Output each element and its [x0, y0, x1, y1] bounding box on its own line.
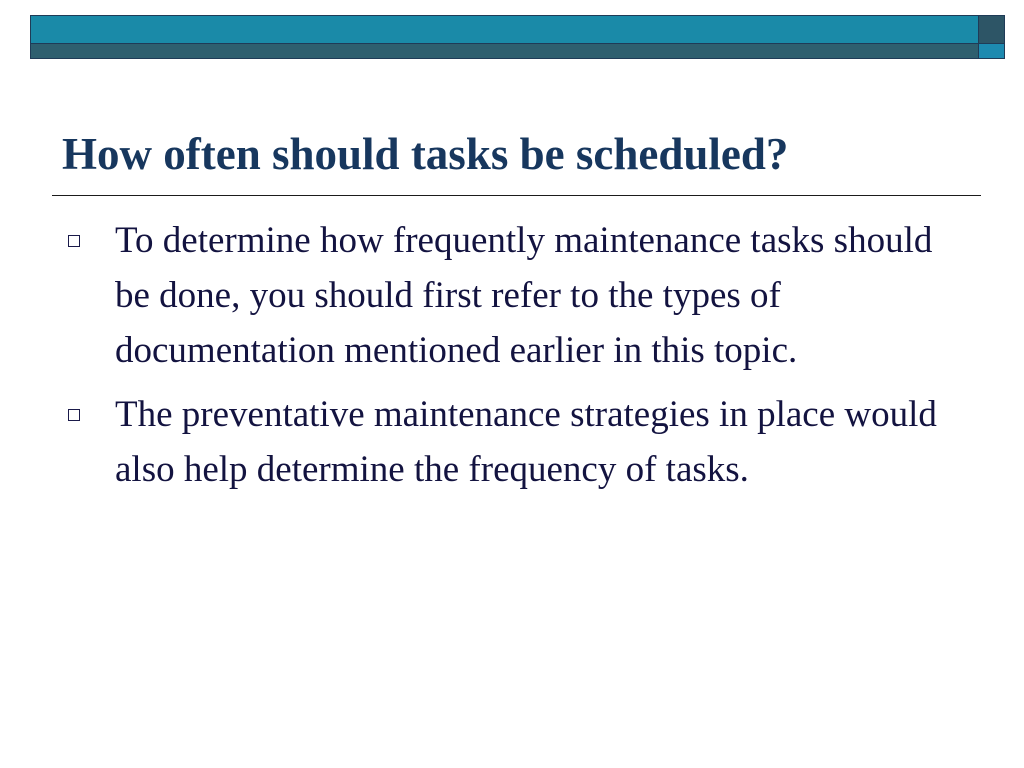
bullet-item [0, 387, 965, 497]
hollow-square-bullet-icon [68, 409, 80, 421]
title-divider [52, 195, 981, 196]
header-bar-bottom-strip [31, 44, 979, 58]
header-bar-top-strip [31, 16, 979, 44]
bullet-text: The preventative maintenance strategies in place would also help determine the frequency of tasks. [115, 394, 937, 490]
hollow-square-bullet-icon [68, 235, 80, 247]
header-corner-square-bottom [979, 44, 1004, 58]
bullet-text: To determine how frequently maintenance tasks should be done, you should first refer to the types of documentation mentioned earlier in this topic. [115, 220, 933, 371]
slide-title: How often should tasks be scheduled? [62, 129, 789, 179]
bullet-list [0, 213, 1024, 506]
bullet-item [0, 213, 965, 378]
decorative-header-bar [30, 15, 1005, 59]
header-corner-square-top [979, 16, 1004, 44]
